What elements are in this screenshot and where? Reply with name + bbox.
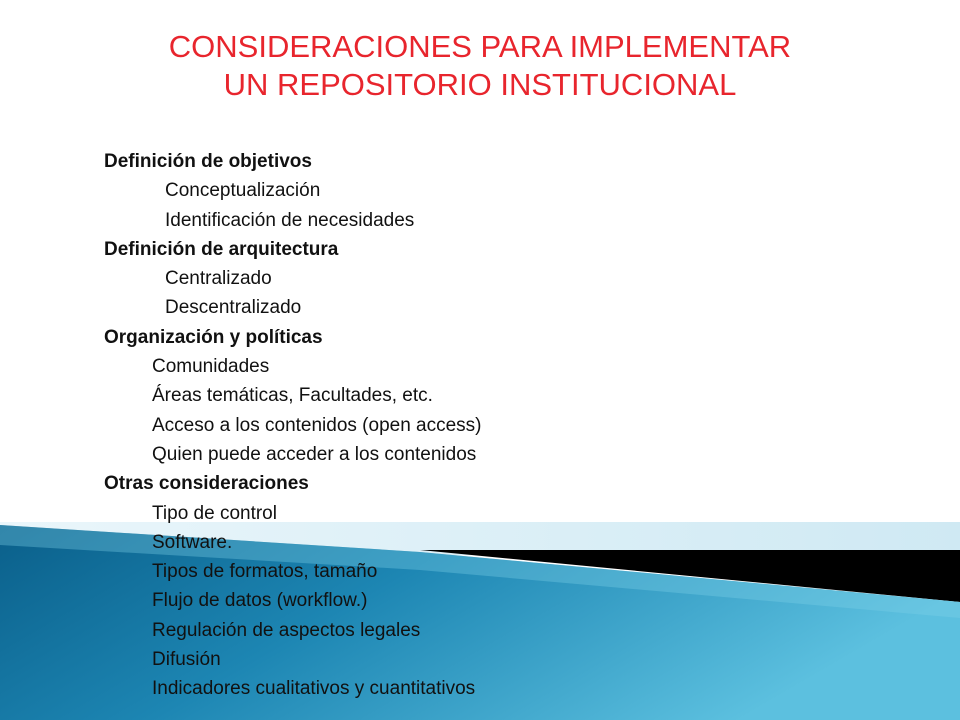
list-item: Quien puede acceder a los contenidos [152,443,477,465]
list-item: Centralizado [165,268,272,290]
list-item: Tipos de formatos, tamaño [152,561,378,583]
outline-list [104,147,482,704]
list-item: Tipo de control [152,502,277,524]
list-item: Comunidades [152,356,270,378]
list-item: Flujo de datos (workflow.) [152,590,368,612]
section-heading-arquitectura: Definición de arquitectura [104,238,339,260]
list-item: Software. [152,531,233,553]
list-item: Descentralizado [165,297,302,319]
list-item: Regulación de aspectos legales [152,619,421,641]
list-item: Difusión [152,649,221,671]
list-item: Conceptualización [165,180,321,202]
list-item: Indicadores cualitativos y cuantitativos [152,678,476,700]
section-heading-organizacion: Organización y políticas [104,326,323,348]
section-heading-otras: Otras consideraciones [104,473,309,495]
list-item: Acceso a los contenidos (open access) [152,414,482,436]
slide-title [0,28,960,104]
list-item: Áreas temáticas, Facultades, etc. [152,385,433,407]
title-line-2: UN REPOSITORIO INSTITUCIONAL [223,67,737,102]
list-item: Identificación de necesidades [165,209,415,231]
title-line-1: CONSIDERACIONES PARA IMPLEMENTAR [168,29,792,64]
section-heading-objetivos: Definición de objetivos [104,151,312,172]
